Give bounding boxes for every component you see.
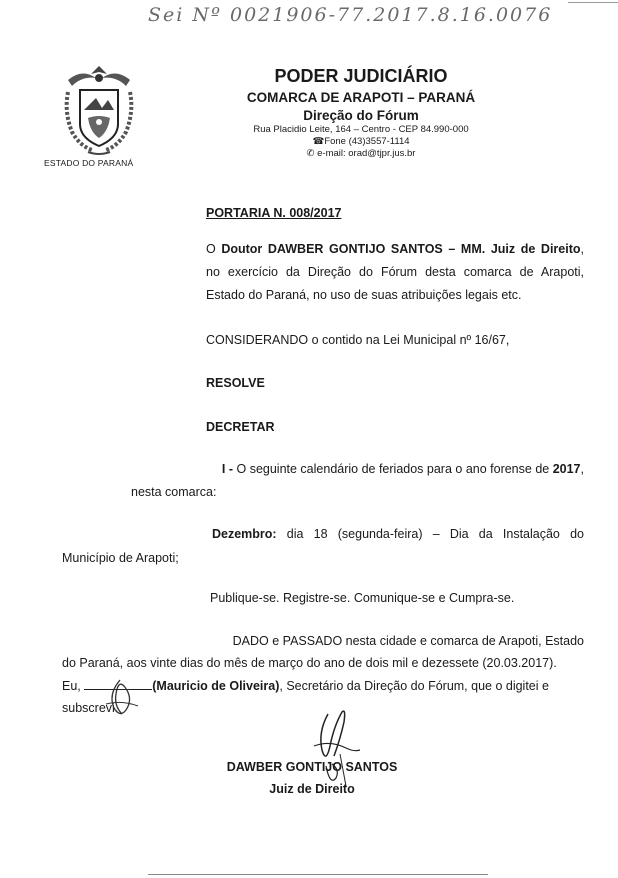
holiday-word: dia xyxy=(286,527,304,541)
closing-line-3-rest: , Secretário da Direção do Fórum, que o digitei e xyxy=(279,679,549,693)
item-1-text: O seguinte calendário de feriados para o ano forense de xyxy=(233,462,553,476)
bottom-rule xyxy=(148,874,488,875)
contact-block xyxy=(226,124,496,160)
email-text: e-mail: orad@tjpr.jus.br xyxy=(317,148,416,159)
court-name: PODER JUDICIÁRIO xyxy=(274,66,448,86)
closing-line-1: DADO e PASSADO nesta cidade e comarca de Arapoti, Estado xyxy=(232,634,584,648)
preamble-paragraph xyxy=(206,238,584,307)
comarca-name: COMARCA DE ARAPOTI – PARANÁ xyxy=(246,90,476,105)
holiday-word: do xyxy=(570,527,584,541)
item-1-line-1 xyxy=(206,458,584,481)
holiday-day: 18 xyxy=(313,527,328,541)
decretar-heading: DECRETAR xyxy=(206,420,275,434)
email-line xyxy=(226,148,496,160)
resolve-heading: RESOLVE xyxy=(206,376,265,390)
preamble-line-2: no exercício da Direção do Fórum desta comarca de Arapoti, xyxy=(206,265,584,279)
signer-role: Juiz de Direito xyxy=(269,782,355,796)
secretary-initials-signature-icon xyxy=(100,674,144,722)
month-label: Dezembro: xyxy=(212,527,277,541)
judge-title: Doutor DAWBER GONTIJO SANTOS – MM. Juiz de Direito xyxy=(221,242,581,256)
signer-name: DAWBER GONTIJO SANTOS xyxy=(226,760,398,774)
holiday-weekday: (segunda-feira) xyxy=(337,527,423,541)
item-1-number: I - xyxy=(221,462,234,476)
department-name: Direção do Fórum xyxy=(303,108,419,123)
considerando-clause: CONSIDERANDO o contido na Lei Municipal nº 16/67, xyxy=(206,333,510,347)
holiday-word: da xyxy=(478,527,493,541)
crest-caption: ESTADO DO PARANÁ xyxy=(44,158,134,168)
publication-clause: Publique-se. Registre-se. Comunique-se e Cumpra-se. xyxy=(210,591,515,605)
state-coat-of-arms-icon xyxy=(58,62,140,158)
preamble-prefix: O xyxy=(206,242,222,256)
december-holiday-line-2: Município de Arapoti; xyxy=(62,551,179,565)
closing-eu: Eu, xyxy=(62,679,85,693)
closing-line-4: subscrevi. xyxy=(62,701,119,715)
closing-line-2: do Paraná, aos vinte dias do mês de março do ano de dois mil e dezessete (20.03.2017). xyxy=(62,656,557,670)
holiday-word: Instalação xyxy=(502,527,560,541)
preamble-line-3: Estado do Paraná, no uso de suas atribuições legais etc. xyxy=(206,288,522,302)
secretary-name: (Mauricio de Oliveira) xyxy=(152,679,280,693)
email-icon: ✆ xyxy=(306,148,318,159)
address-line: Rua Placidio Leite, 164 – Centro - CEP 84.990-000 xyxy=(253,124,469,135)
phone-icon: ☎ xyxy=(312,136,325,147)
phone-line xyxy=(226,136,496,148)
handwritten-process-number: Sei Nº 0021906-77.2017.8.16.0076 xyxy=(148,4,553,26)
item-1-comma: , xyxy=(580,462,584,476)
holiday-dash: – xyxy=(432,527,440,541)
phone-text: Fone (43)3557-1114 xyxy=(324,136,410,147)
item-1-year: 2017 xyxy=(552,462,581,476)
holiday-word: Dia xyxy=(449,527,469,541)
item-1-line-2: nesta comarca: xyxy=(131,485,217,499)
top-rule xyxy=(568,2,618,3)
preamble-comma: , xyxy=(580,242,584,256)
judge-signature-icon xyxy=(300,706,370,794)
december-holiday-line-1 xyxy=(212,523,584,546)
preamble-line-1 xyxy=(206,238,584,261)
document-title: PORTARIA N. 008/2017 xyxy=(206,206,342,220)
